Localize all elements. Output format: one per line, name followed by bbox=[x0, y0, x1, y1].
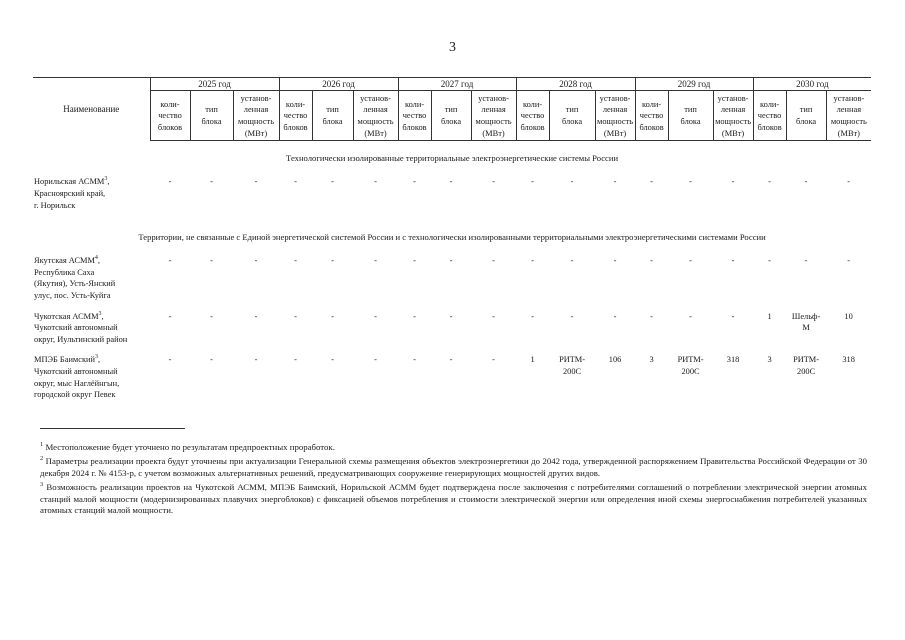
footnote: $^2$ Параметры реализации проекта будут уточнены при актуализации Генеральной схемы размещения объектов электроэнергетики до 2042 года, утвержденной распоряжением Правительства Российской Федерации от 30 декабря 2024 г. № 4153-р, с учетом возможных альтернативных решений, предусматривающих сооружение генерирующих мощностей других видов. bbox=[40, 454, 867, 478]
year-header: 2027 год bbox=[398, 78, 516, 91]
table-cell: - bbox=[374, 355, 377, 365]
type-column-header: тип блока bbox=[190, 91, 233, 141]
table-cell: - bbox=[689, 256, 692, 266]
type-column-header: тип блока bbox=[431, 91, 471, 141]
count-column-header: коли- чество блоков bbox=[635, 91, 668, 141]
count-column-header: коли- чество блоков bbox=[516, 91, 549, 141]
table-cell: - bbox=[689, 177, 692, 187]
year-header: 2030 год bbox=[753, 78, 871, 91]
table-cell: - bbox=[294, 256, 297, 266]
table-cell: РИТМ- 200С bbox=[559, 355, 586, 376]
footnote-ref: 3 bbox=[104, 176, 108, 183]
table-cell: - bbox=[768, 256, 771, 266]
table-cell: - bbox=[570, 177, 574, 187]
capacity-column-header: установ- ленная мощность (МВт) bbox=[471, 91, 516, 141]
table-cell: - bbox=[210, 177, 213, 187]
table-cell: - bbox=[689, 311, 692, 321]
table-cell: - bbox=[449, 177, 453, 187]
table-cell: - bbox=[210, 355, 213, 365]
footnote-ref: 3 bbox=[98, 310, 102, 317]
table-cell: 3 bbox=[767, 355, 772, 365]
table-cell: - bbox=[492, 355, 495, 365]
facility-name: Чукотская АСММ$^3$, Чукотский автономный округ, Иультинский район bbox=[34, 310, 128, 344]
table-cell: - bbox=[168, 311, 172, 321]
table-cell: - bbox=[731, 256, 735, 266]
table-cell: - bbox=[650, 256, 653, 266]
count-column-header: коли- чество блоков bbox=[150, 91, 190, 141]
table-cell: 10 bbox=[844, 311, 853, 321]
table-cell: - bbox=[650, 177, 653, 187]
table-row bbox=[33, 176, 871, 211]
table-cell: - bbox=[804, 256, 808, 266]
table-cell: - bbox=[168, 355, 172, 365]
count-column-header: коли- чество блоков bbox=[398, 91, 431, 141]
footnote-ref: 3 bbox=[95, 354, 98, 361]
table-cell: - bbox=[331, 256, 334, 266]
section-title: Территории, не связанные с Единой энергетической системой России и с технологически изолированными территориальными электроэнергетическими системами России bbox=[138, 231, 766, 242]
table-cell: - bbox=[254, 355, 258, 365]
table-cell: - bbox=[531, 311, 534, 321]
table-cell: - bbox=[168, 256, 172, 266]
footnote-ref: 4 bbox=[94, 255, 98, 262]
table-row bbox=[33, 311, 871, 346]
table-cell: - bbox=[570, 311, 574, 321]
table-cell: - bbox=[492, 311, 495, 321]
count-column-header: коли- чество блоков bbox=[753, 91, 786, 141]
footnote: $^3$ Возможность реализации проектов на Чукотской АСММ, МПЭБ Баимский, Норильской АСММ будет подтверждена после заключения с потребителями соглашений о потреблении электрической энергии атомных станций малой мощности (модернизированных плавучих энергоблоков) с фиксацией объемов потребления и стоимости электрической энергии или определения иной схемы энергоснабжения потребителей указанных атомных станций малой мощности. bbox=[40, 480, 867, 516]
year-header: 2026 год bbox=[279, 78, 398, 91]
type-column-header: тип блока bbox=[312, 91, 353, 141]
table-cell: - bbox=[492, 256, 495, 266]
table-cell: 3 bbox=[649, 355, 654, 365]
table-cell: - bbox=[294, 177, 297, 187]
table-cell: - bbox=[374, 311, 377, 321]
capacity-table bbox=[33, 77, 871, 410]
capacity-column-header: установ- ленная мощность (МВт) bbox=[595, 91, 635, 141]
table-cell: - bbox=[254, 256, 258, 266]
table-cell: - bbox=[449, 355, 453, 365]
table-cell: РИТМ- 200С bbox=[677, 355, 704, 376]
footnote: $^1$ Местоположение будет уточнено по результатам предпроектных проработок. bbox=[40, 441, 335, 452]
table-cell: - bbox=[613, 177, 617, 187]
table-cell: - bbox=[613, 311, 617, 321]
table-cell: - bbox=[768, 177, 771, 187]
table-cell: - bbox=[210, 311, 213, 321]
table-cell: - bbox=[847, 177, 850, 187]
table-cell: 318 bbox=[726, 355, 740, 365]
capacity-column-header: установ- ленная мощность (МВт) bbox=[713, 91, 753, 141]
table-cell: - bbox=[413, 311, 416, 321]
section-row bbox=[33, 141, 871, 177]
facility-name: Якутская АСММ$^4$, Республика Саха (Якутия), Усть-Янский улус, пос. Усть-Куйга bbox=[34, 255, 116, 300]
table-cell: - bbox=[210, 256, 213, 266]
table-cell: - bbox=[331, 177, 334, 187]
table-cell: - bbox=[492, 177, 495, 187]
table-cell: - bbox=[254, 311, 258, 321]
table-cell: - bbox=[331, 355, 334, 365]
capacity-column-header: установ- ленная мощность (МВт) bbox=[826, 91, 871, 141]
table-cell: - bbox=[731, 177, 735, 187]
table-cell: 318 bbox=[842, 355, 855, 365]
table-cell: - bbox=[531, 177, 534, 187]
table-cell: - bbox=[374, 177, 377, 187]
table-cell: - bbox=[847, 256, 850, 266]
footnote-number: 2 bbox=[40, 454, 44, 462]
year-header: 2029 год bbox=[635, 78, 753, 91]
footnotes bbox=[40, 442, 867, 519]
type-column-header: тип блока bbox=[668, 91, 713, 141]
table-cell: - bbox=[413, 256, 416, 266]
footnote-separator bbox=[40, 428, 185, 429]
table-cell: Шельф- М bbox=[791, 311, 821, 333]
capacity-column-header: установ- ленная мощность (МВт) bbox=[353, 91, 398, 141]
table-cell: - bbox=[374, 256, 377, 266]
year-header: 2028 год bbox=[516, 78, 635, 91]
facility-name: Норильская АСММ$^3$, Красноярский край, г. Норильск bbox=[34, 176, 110, 210]
table-row bbox=[33, 354, 871, 400]
type-column-header: тип блока bbox=[549, 91, 595, 141]
facility-name: МПЭБ Баимский$^3$, Чукотский автономный округ, мыс Наглёйнгын, городской округ Певек bbox=[34, 354, 120, 400]
table-row bbox=[33, 255, 871, 301]
table-cell: 106 bbox=[608, 355, 622, 365]
table-cell: РИТМ- 200С bbox=[793, 355, 820, 376]
table-cell: - bbox=[731, 311, 735, 321]
footnote-number: 1 bbox=[40, 441, 44, 449]
table-cell: - bbox=[613, 256, 617, 266]
table-cell: - bbox=[650, 311, 653, 321]
table-cell: - bbox=[804, 177, 808, 187]
table-cell: - bbox=[294, 355, 297, 365]
table-cell: - bbox=[254, 177, 258, 187]
table-cell: - bbox=[413, 177, 416, 187]
year-header: 2025 год bbox=[150, 78, 279, 91]
section-row bbox=[33, 220, 871, 255]
page-number: 3 bbox=[449, 40, 456, 55]
table-cell: - bbox=[294, 311, 297, 321]
name-column-header: Наименование bbox=[33, 78, 150, 141]
table-cell: 1 bbox=[530, 355, 535, 365]
table-cell: - bbox=[531, 256, 534, 266]
type-column-header: тип блока bbox=[786, 91, 826, 141]
table-cell: 1 bbox=[767, 311, 772, 321]
table-cell: - bbox=[331, 311, 334, 321]
footnote-number: 3 bbox=[40, 480, 44, 488]
count-column-header: коли- чество блоков bbox=[279, 91, 312, 141]
section-title: Технологически изолированные территориальные электроэнергетические системы России bbox=[286, 152, 619, 163]
table-cell: - bbox=[449, 311, 453, 321]
table-cell: - bbox=[168, 177, 172, 187]
table-cell: - bbox=[413, 355, 416, 365]
capacity-column-header: установ- ленная мощность (МВт) bbox=[233, 91, 279, 141]
table-cell: - bbox=[570, 256, 574, 266]
table-cell: - bbox=[449, 256, 453, 266]
